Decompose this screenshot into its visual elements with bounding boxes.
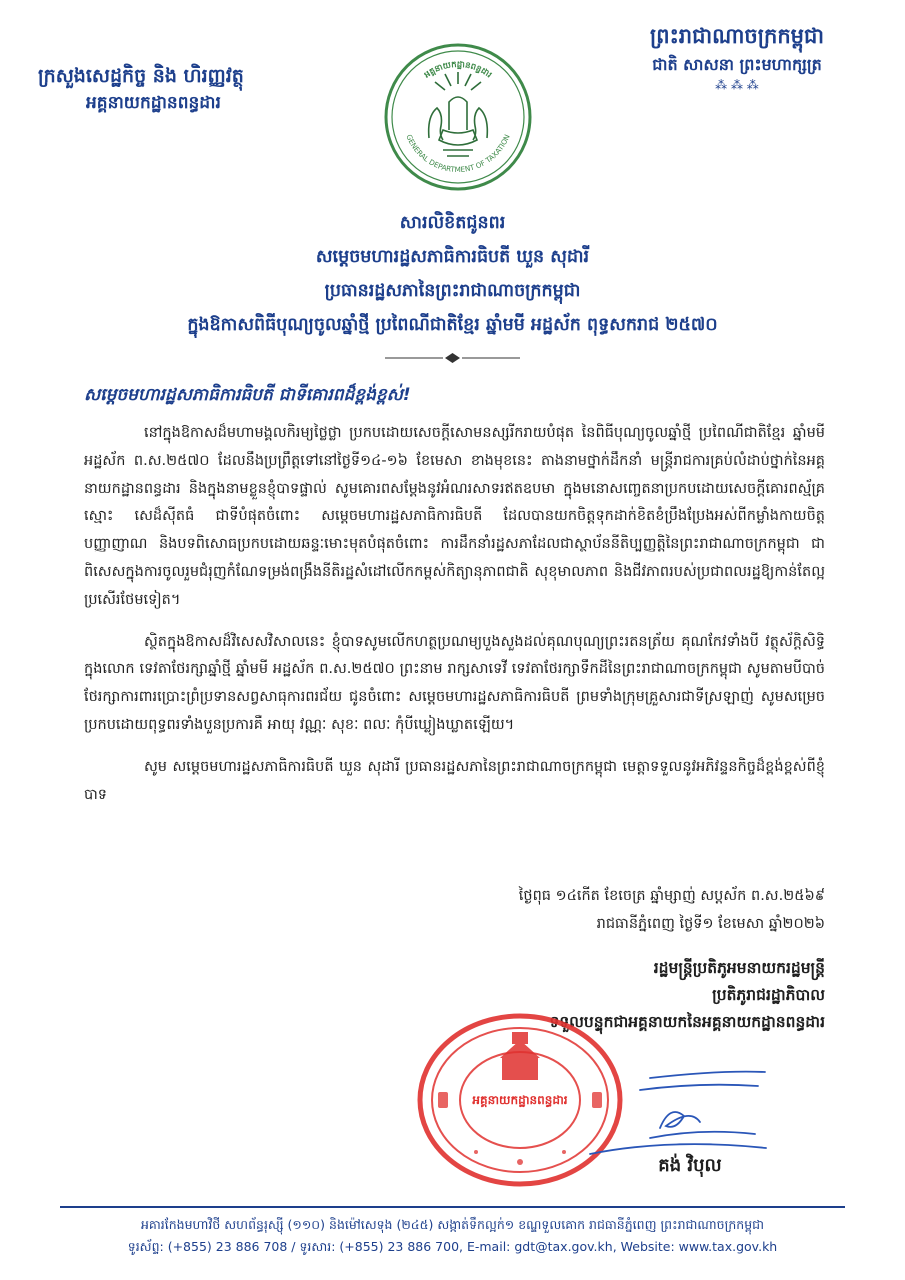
ministry-name: ក្រសួងសេដ្ឋកិច្ច និង ហិរញ្ញវត្ថុ xyxy=(38,65,244,87)
signatory-title-1: រដ្ឋមន្ត្រីប្រតិភូអមនាយករដ្ឋមន្ត្រី xyxy=(653,959,825,977)
letter-body xyxy=(84,420,825,823)
signatory-title-3: ទទួលបន្ទុកជាអគ្គនាយកនៃអគ្គនាយកដ្ឋានពន្ធដារ xyxy=(549,1013,825,1031)
footer-rule xyxy=(60,1206,845,1208)
signatory-title-2: ប្រតិភូរាជរដ្ឋាភិបាល xyxy=(712,986,825,1004)
date-block xyxy=(430,882,825,938)
footer xyxy=(40,1214,865,1258)
signatory-name: គង់ វិបុល xyxy=(658,1155,722,1176)
ornament-icon: ⁂ ⁂ ⁂ xyxy=(715,78,759,92)
handwritten-signature xyxy=(580,1068,770,1160)
letter-title: សារលិខិតជូនពរ xyxy=(399,213,506,233)
stamp-text: អគ្គនាយកដ្ឋានពន្ធដារ xyxy=(472,1093,568,1107)
kingdom-name: ព្រះរាជាណាចក្រកម្ពុជា xyxy=(649,24,824,48)
footer-contact: ទូរស័ព្ទ: (+855) 23 886 708 / ទូរសារ: (+855) 23 886 700, E-mail: gdt@tax.gov.kh, Website: www.tax.gov.kh xyxy=(127,1239,778,1254)
logo-text-kh: អគ្គនាយកដ្ឋានពន្ធដារ xyxy=(422,59,494,81)
svg-text:GENERAL DEPARTMENT OF TAXATION xyxy=(404,133,511,174)
lunar-date: ថ្ងៃពុធ ១៤កើត ខែចេត្រ ឆ្នាំម្សាញ់ សប្តស័ក ព.ស.២៥៦៩ xyxy=(518,888,825,904)
department-name: អគ្គនាយកដ្ឋានពន្ធដារ xyxy=(86,93,221,113)
logo-text: GENERAL DEPARTMENT OF TAXATION xyxy=(404,133,512,174)
title-divider xyxy=(385,352,520,364)
body-paragraph-2: ស្ថិតក្នុងឱកាសដ៏វិសេសវិសាលនេះ ខ្ញុំបាទសូមលើកហត្ថប្រណម្យបួងសួងដល់គុណបុណ្យព្រះរតនត្រ័យ គុណកែវទាំងបី វត្ថុស័ក្តិសិទ្ធិក្នុងលោក ទេវតាថែរក្សាឆ្នាំថ្មី ឆ្នាំមមី អដ្ឋស័ក ព.ស.២៥៧០ ព្រះនាម រាក្សសាទេវី ទេវតាថែរក្សាទឹកដីនៃព្រះរាជាណាចក្រកម្ពុជា សូមតាមបីបាច់ថែរក្សាការពារប្រោះព្រំប្រទានសព្វសាធុការពរជ័យ ជូនចំពោះ សម្តេចមហារដ្ឋសភាធិការធិបតី ព្រមទាំងក្រុមគ្រួសារជាទីស្រឡាញ់ សូមសម្រេចប្រកបដោយពុទ្ធពរទាំងបួនប្រការគឺ អាយុ វណ្ណៈ សុខៈ ពលៈ កុំបីឃ្លៀងឃ្លាតឡើយ។ xyxy=(84,633,825,733)
kingdom-header xyxy=(607,20,867,92)
body-paragraph-1: នៅក្នុងឱកាសដ៏មហាមង្គលកិរម្យថ្លៃថ្លា ប្រកបដោយសេចក្តីសោមនស្សរីករាយបំផុត នៃពិធីបុណ្យចូលឆ្នាំថ្មី ប្រពៃណីជាតិខ្មែរ ឆ្នាំមមី អដ្ឋស័ក ព.ស.២៥៧០ ដែលនឹងប្រព្រឹត្តទៅនៅថ្ងៃទី១៤-១៦ ខែមេសា ខាងមុខនេះ តាងនាមថ្នាក់ដឹកនាំ មន្ត្រីរាជការគ្រប់លំដាប់ថ្នាក់នៃអគ្គនាយកដ្ឋានពន្ធដារ និងក្នុងនាមខ្លួនខ្ញុំបាទផ្ទាល់ សូមគោរពសម្តែងនូវអំណរសាទរឥតឧបមា ក្នុងមនោសញ្ចេតនាប្រកបដោយសេចក្តីគោរពស្ម័គ្រស្មោះ សេដ៏ស៊ីតធំ ជាទីបំផុតចំពោះ សម្តេចមហារដ្ឋសភាធិការធិបតី ដែលបានយកចិត្តទុកដាក់ខិតខំប្រឹងប្រែងអស់ពីកម្លាំងកាយចិត្ត បញ្ញាញាណ និងបទពិសោធប្រកបដោយឆន្ទៈមោះមុតបំផុតចំពោះ ការដឹកនាំរដ្ឋសភាដែលជាស្ថាប័ននីតិប្បញ្ញត្តិនៃព្រះរាជាណាចក្រកម្ពុជា ជាពិសេសក្នុងការចូលរួមជំរុញកំណែទម្រង់ពង្រឹងនីតិរដ្ឋសំដៅលើកកម្ពស់កិត្យានុភាពជាតិ សុខុមាលភាព និងជីវភាពរបស់ប្រជាពលរដ្ឋឱ្យកាន់តែល្អប្រសើរថែមទៀត។ xyxy=(84,425,825,608)
body-paragraph-3: សូម សម្តេចមហារដ្ឋសភាធិការធិបតី ឃួន សុដារី ប្រធានរដ្ឋសភានៃព្រះរាជាណាចក្រកម្ពុជា មេត្តាទទួលនូវអភិវន្ទនកិច្ចដ៏ខ្ពង់ខ្ពស់ពីខ្ញុំបាទ xyxy=(84,758,825,803)
gdt-logo xyxy=(383,42,533,192)
footer-address: អគារកែងមហាវិថី សហព័ន្ធរុស្ស៊ី (១១០) និងម៉ៅសេទុង (២៤៥) សង្កាត់ទឹកល្អក់១ ខណ្ឌទួលគោក រាជធានីភ្នំពេញ ព្រះរាជាណាចក្រកម្ពុជា xyxy=(140,1217,765,1232)
occasion-line: ក្នុងឱកាសពិធីបុណ្យចូលឆ្នាំថ្មី ប្រពៃណីជាតិខ្មែរ ឆ្នាំមមី អដ្ឋស័ក ពុទ្ធសករាជ ២៥៧០ xyxy=(187,315,718,335)
solar-date: រាជធានីភ្នំពេញ ថ្ងៃទី១ ខែមេសា ឆ្នាំ២០២៦ xyxy=(596,916,825,932)
salutation: សម្តេចមហារដ្ឋសភាធិការធិបតី ជាទីគោរពដ៏ខ្ពង់ខ្ពស់! xyxy=(84,385,411,405)
recipient-position: ប្រធានរដ្ឋសភានៃព្រះរាជាណាចក្រកម្ពុជា xyxy=(324,281,581,301)
recipient-name: សម្តេចមហារដ្ឋសភាធិការធិបតី ឃួន សុដារី xyxy=(315,247,590,267)
kingdom-motto: ជាតិ សាសនា ព្រះមហាក្សត្រ xyxy=(652,55,822,74)
letter-titles xyxy=(60,206,845,342)
ministry-header xyxy=(38,62,338,116)
